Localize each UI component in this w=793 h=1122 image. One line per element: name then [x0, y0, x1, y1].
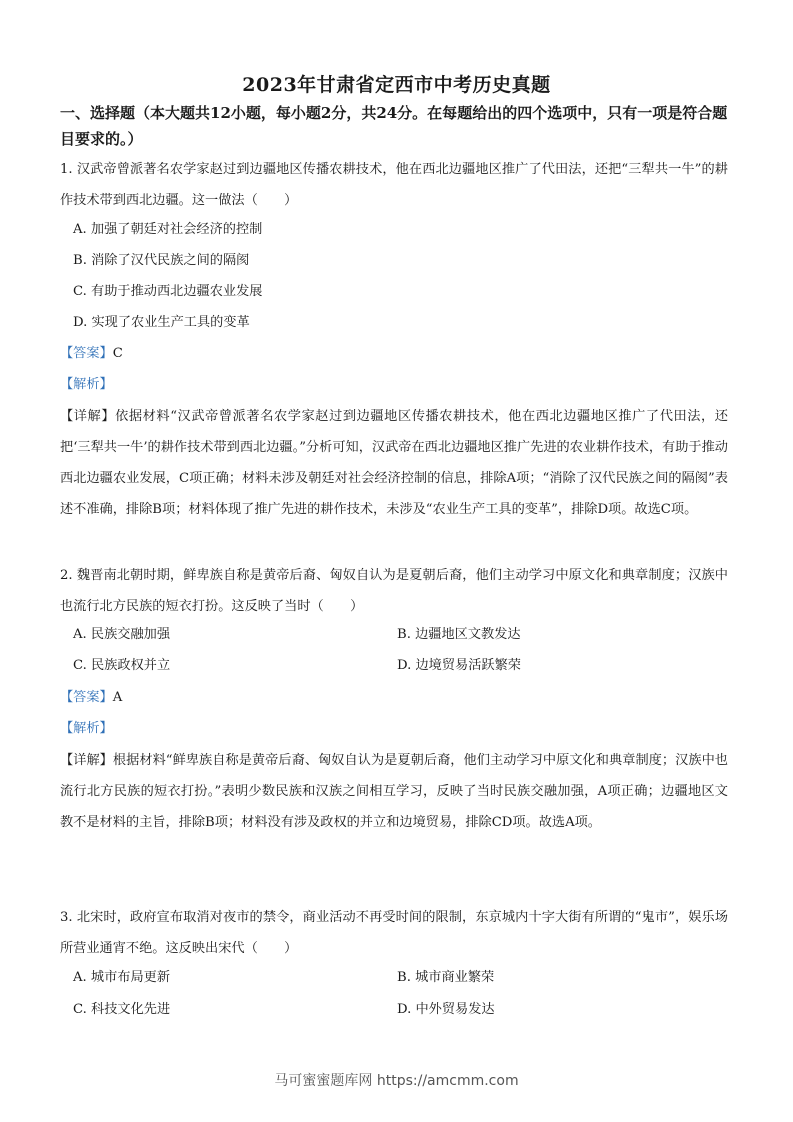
detail-tag: 【详解】	[60, 753, 113, 768]
detail-text: 依据材料“汉武帝曾派著名农学家赵过到边疆地区传播农耕技术，他在西北边疆地区推广了代田法，还把‘三犁共一牛’的耕作技术带到西北边疆。”分析可知，汉武帝在西北边疆地区推广先进的农业耕作技术，有助于推动西北边疆农业发展，C项正确；材料未涉及朝廷对社会经济控制的信息，排除A项；“消除了汉代民族之间的隔阂”表述不准确，排除B项；材料体现了推广先进的耕作技术，未涉及“农业生产工具的变革”，排除D项。故选C项。	[60, 409, 728, 517]
q1-option-b: B. 消除了汉代民族之间的隔阂	[73, 253, 250, 268]
page-title: 2023年甘肃省定西市中考历史真题	[242, 74, 551, 96]
q1-option-d: D. 实现了农业生产工具的变革	[73, 315, 250, 330]
q2-option-a: A. 民族交融加强	[73, 627, 171, 642]
detail-tag: 【详解】	[60, 409, 116, 424]
q3-option-d: D. 中外贸易发达	[397, 1002, 495, 1017]
q3-option-c: C. 科技文化先进	[73, 1002, 171, 1017]
q3-option-b: B. 城市商业繁荣	[397, 970, 495, 985]
detail-text: 根据材料“鲜卑族自称是黄帝后裔、匈奴自认为是夏朝后裔，他们主动学习中原文化和典章制度；汉族中也流行北方民族的短衣打扮。”表明少数民族和汉族之间相互学习，反映了当时民族交融加强，A项正确；边疆地区文教不是材料的主旨，排除B项；材料没有涉及政权的并立和边境贸易，排除CD项。故选A项。	[60, 753, 728, 830]
q2-option-c: C. 民族政权并立	[73, 658, 171, 673]
q2-option-d: D. 边境贸易活跃繁荣	[397, 658, 521, 673]
section-heading: 一、选择题（本大题共12小题，每小题2分，共24分。在每题给出的四个选项中，只有一项是符合题目要求的。）	[60, 104, 728, 148]
q1-analysis-tag	[60, 375, 113, 395]
answer-value: A	[112, 690, 123, 705]
analysis-tag: 【解析】	[60, 377, 113, 392]
q2-detail	[60, 745, 728, 838]
q1-answer	[60, 344, 123, 364]
q2-answer	[60, 688, 122, 708]
analysis-tag: 【解析】	[60, 721, 113, 736]
q2-analysis-tag	[60, 719, 113, 739]
q1-detail	[60, 401, 728, 525]
footer-watermark: 马可蜜蜜题库网 https://amcmm.com	[274, 1073, 519, 1089]
question-3-stem: 3. 北宋时，政府宣布取消对夜市的禁令，商业活动不再受时间的限制，东京城内十字大街有所谓的“鬼市”，娱乐场所营业通宵不绝。这反映出宋代（ ）	[60, 910, 728, 956]
question-1-stem: 1. 汉武帝曾派著名农学家赵过到边疆地区传播农耕技术，他在西北边疆地区推广了代田法，还把“三犁共一牛”的耕作技术带到西北边疆。这一做法（ ）	[60, 162, 728, 208]
answer-value: C	[112, 346, 123, 361]
q2-option-b: B. 边疆地区文教发达	[397, 627, 521, 642]
answer-tag: 【答案】	[60, 346, 113, 361]
q1-option-c: C. 有助于推动西北边疆农业发展	[73, 284, 263, 299]
q3-option-a: A. 城市布局更新	[73, 970, 171, 985]
q1-option-a: A. 加强了朝廷对社会经济的控制	[73, 222, 263, 237]
answer-tag: 【答案】	[60, 690, 113, 705]
question-2-stem: 2. 魏晋南北朝时期，鲜卑族自称是黄帝后裔、匈奴自认为是夏朝后裔，他们主动学习中原文化和典章制度；汉族中也流行北方民族的短衣打扮。这反映了当时（ ）	[60, 568, 728, 614]
